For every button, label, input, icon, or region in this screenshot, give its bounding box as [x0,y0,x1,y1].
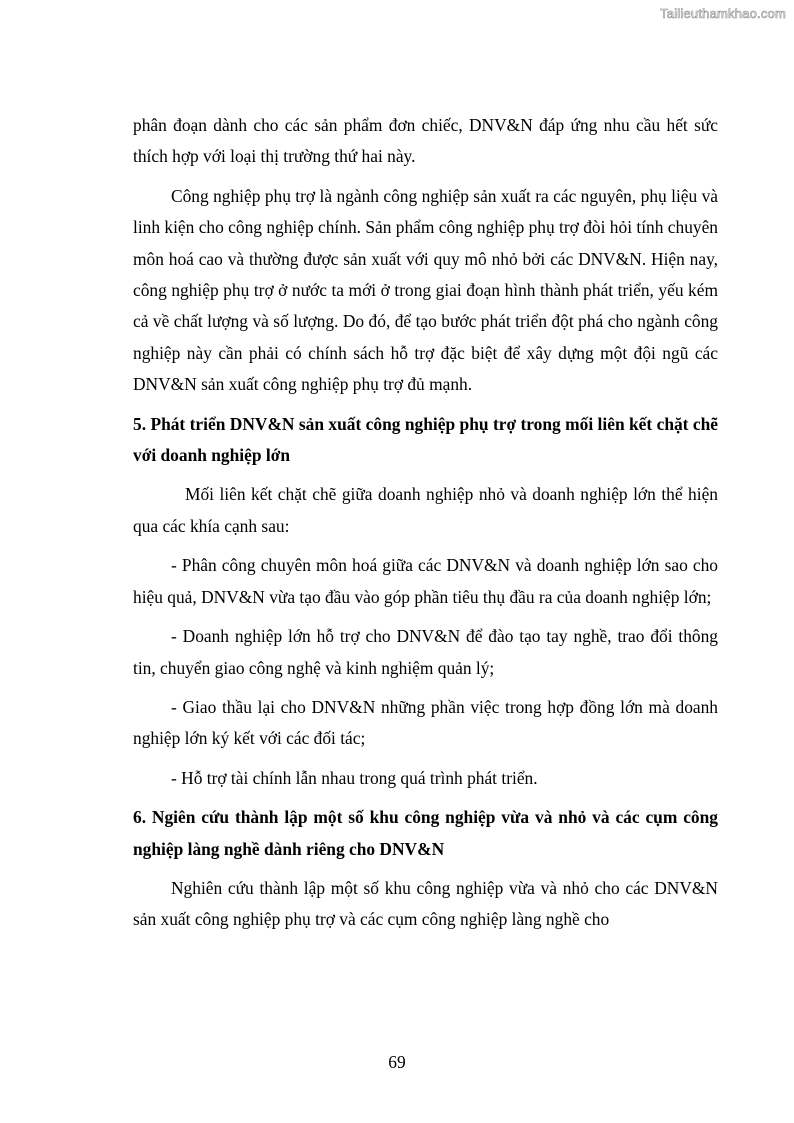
list-item-specialization: - Phân công chuyên môn hoá giữa các DNV&N và doanh nghiệp lớn sao cho hiệu quả, DNV&N vừa tạo đầu vào góp phần tiêu thụ đầu ra của doanh nghiệp lớn; [133,555,718,607]
list-item-financial-support: - Hỗ trợ tài chính lẫn nhau trong quá trình phát triển. [171,767,538,788]
paragraph-continuation: phân đoạn dành cho các sản phẩm đơn chiếc, DNV&N đáp ứng nhu cầu hết sức thích hợp với loại thị trường thứ hai này. [133,115,718,167]
paragraph-industrial-zones: Nghiên cứu thành lập một số khu công nghiệp vừa và nhỏ cho các DNV&N sản xuất công nghiệp phụ trợ và các cụm công nghiệp làng nghề cho [133,877,718,930]
list-item-subcontracting: - Giao thầu lại cho DNV&N những phần việc trong hợp đồng lớn mà doanh nghiệp lớn ký kết với các đối tác; [133,696,718,749]
page-number: 69 [388,1052,406,1072]
paragraph-linkage-intro: Mối liên kết chặt chẽ giữa doanh nghiệp nhỏ và doanh nghiệp lớn thể hiện qua các khía cạnh sau: [133,484,718,536]
list-item-training-support: - Doanh nghiệp lớn hỗ trợ cho DNV&N để đào tạo tay nghề, trao đổi thông tin, chuyển giao công nghệ và kinh nghiệm quản lý; [133,626,718,678]
paragraph-supporting-industry: Công nghiệp phụ trợ là ngành công nghiệp sản xuất ra các nguyên, phụ liệu và linh kiện cho công nghiệp chính. Sản phẩm công nghiệp phụ trợ đòi hỏi tính chuyên môn hoá cao và thường được sản xuất với quy mô nhỏ bởi các DNV&N. Hiện nay, công nghiệp phụ trợ ở nước ta mới ở trong giai đoạn hình thành phát triển, yếu kém cả về chất lượng và số lượng. Do đó, để tạo bước phát triển đột phá cho ngành công nghiệp này cần phải có chính sách hỗ trợ đặc biệt để xây dựng một đội ngũ các DNV&N sản xuất công nghiệp phụ trợ đủ mạnh. [133,185,718,395]
page-body [133,110,718,936]
section-heading-6: 6. Ngiên cứu thành lập một số khu công nghiệp vừa và nhỏ và các cụm công nghiệp làng nghề dành riêng cho DNV&N [133,807,718,859]
section-heading-5: 5. Phát triển DNV&N sản xuất công nghiệp phụ trợ trong mối liên kết chặt chẽ với doanh nghiệp lớn [133,413,718,466]
watermark: Tailieuthamkhao.com [660,6,786,21]
